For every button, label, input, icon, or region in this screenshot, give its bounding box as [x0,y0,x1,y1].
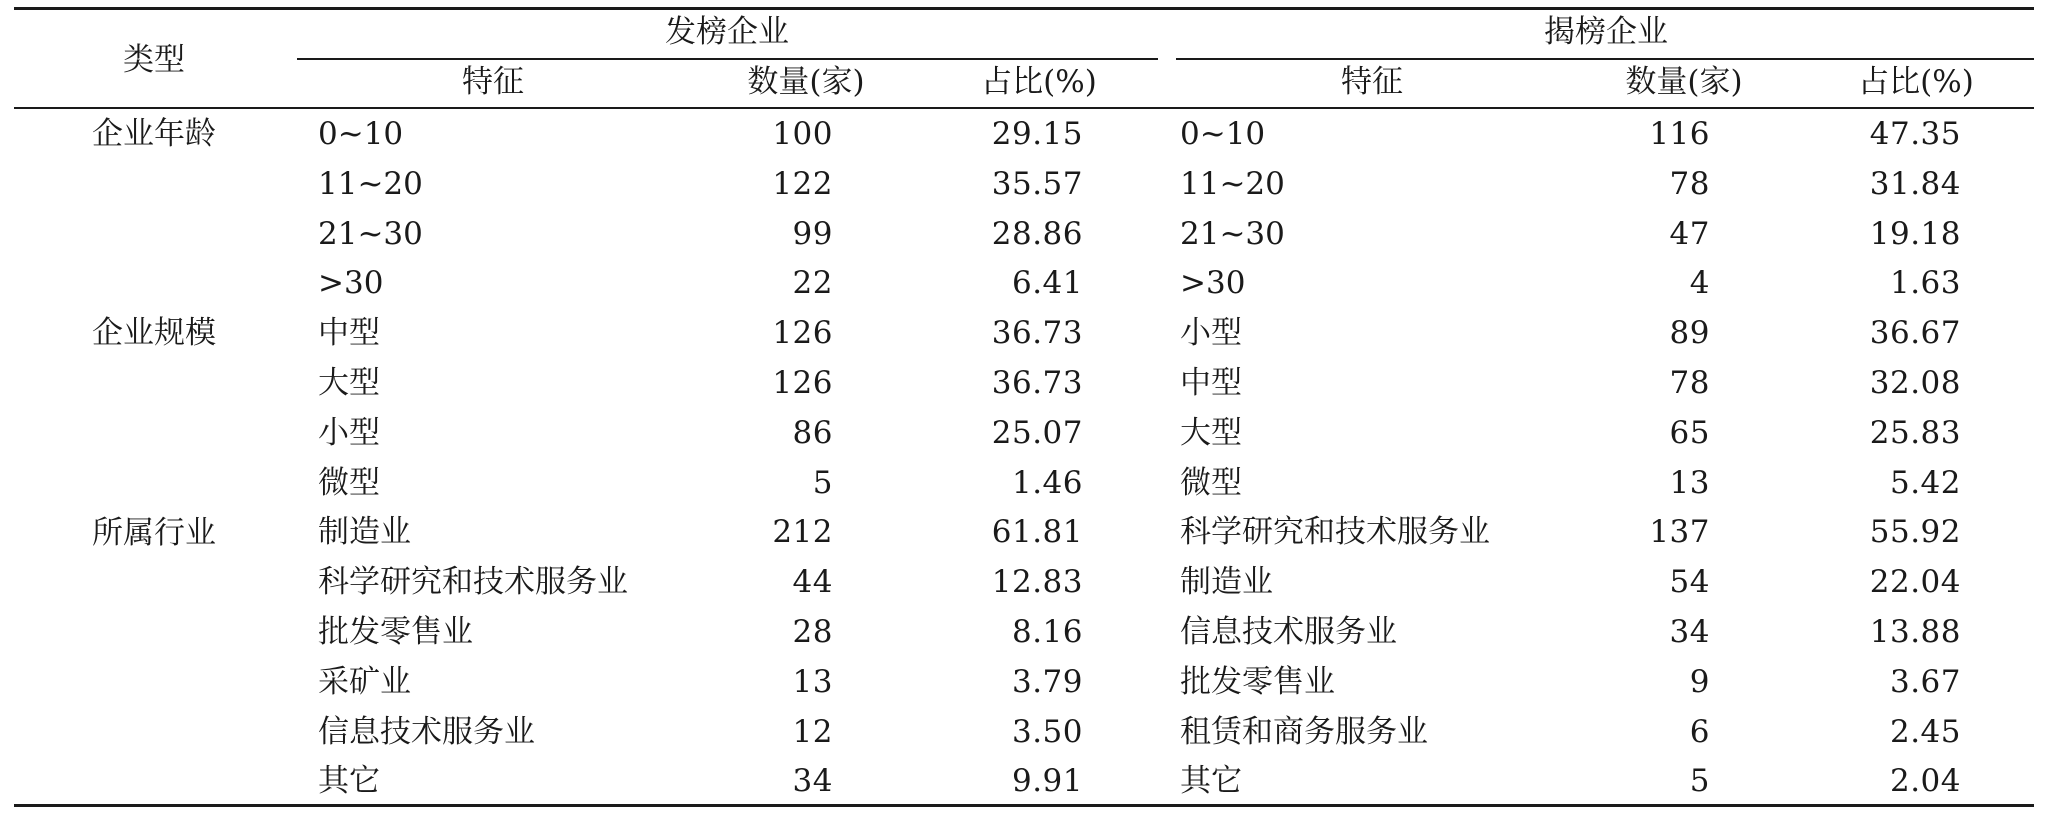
group-b-count-cell: 5 [1689,763,1710,799]
group-a-count-cell: 5 [812,465,833,501]
group-b-underline [1176,58,2034,60]
group-b-feature-cell: 信息技术服务业 [1180,614,1397,650]
group-b-share-cell: 47.35 [1869,116,1961,152]
type-header: 类型 [123,42,185,78]
header-bottom-rule [14,107,2034,109]
group-a-share-cell: 3.79 [1011,664,1083,700]
group-b-count-cell: 13 [1669,465,1710,501]
group-a-feature-cell: 制造业 [318,514,411,550]
group-b-share-cell: 36.67 [1869,315,1961,351]
group-b-feature-cell: 制造业 [1180,564,1273,600]
group-b-count-cell: 54 [1669,564,1710,600]
group-a-share-cell: 29.15 [991,116,1083,152]
group-a-count-cell: 28 [792,614,833,650]
group-b-count-cell: 47 [1669,216,1710,252]
group-a-feature-cell: 批发零售业 [318,614,473,650]
group-b-feature-cell: 11~20 [1180,166,1285,202]
group-a-count-header: 数量(家) [747,64,865,100]
group-b-feature-cell: >30 [1180,265,1246,301]
group-a-share-cell: 6.41 [1011,265,1083,301]
group-b-count-cell: 137 [1649,514,1710,550]
group-b-count-cell: 6 [1689,714,1710,750]
group-b-count-cell: 116 [1649,116,1710,152]
group-a-count-cell: 100 [772,116,833,152]
top-rule [14,7,2034,10]
group-a-share-header: 占比(%) [981,64,1097,100]
group-b-feature-cell: 0~10 [1180,116,1266,152]
group-b-title: 揭榜企业 [1544,14,1668,50]
group-b-feature-cell: 21~30 [1180,216,1285,252]
group-a-count-cell: 126 [772,315,833,351]
group-a-feature-cell: >30 [318,265,384,301]
group-a-share-cell: 12.83 [991,564,1083,600]
group-b-feature-header: 特征 [1341,64,1403,100]
group-b-share-cell: 3.67 [1889,664,1961,700]
group-b-count-cell: 89 [1669,315,1710,351]
group-a-feature-cell: 科学研究和技术服务业 [318,564,628,600]
group-b-share-cell: 19.18 [1869,216,1961,252]
group-a-feature-cell: 11~20 [318,166,423,202]
group-a-count-cell: 22 [792,265,833,301]
group-a-feature-cell: 中型 [318,315,380,351]
group-b-count-cell: 65 [1669,415,1710,451]
group-b-share-cell: 22.04 [1869,564,1961,600]
group-a-count-cell: 34 [792,763,833,799]
group-a-feature-cell: 微型 [318,465,380,501]
group-b-share-cell: 31.84 [1869,166,1961,202]
group-b-count-cell: 78 [1669,166,1710,202]
group-b-count-cell: 34 [1669,614,1710,650]
group-b-share-cell: 32.08 [1869,365,1961,401]
group-b-count-cell: 78 [1669,365,1710,401]
category-label-age: 企业年龄 [92,116,216,152]
group-b-feature-cell: 批发零售业 [1180,664,1335,700]
group-a-underline [297,58,1158,60]
group-b-count-header: 数量(家) [1625,64,1743,100]
group-b-feature-cell: 科学研究和技术服务业 [1180,514,1490,550]
group-a-count-cell: 12 [792,714,833,750]
group-a-feature-cell: 21~30 [318,216,423,252]
group-a-share-cell: 61.81 [991,514,1083,550]
group-b-share-header: 占比(%) [1858,64,1974,100]
group-a-feature-cell: 大型 [318,365,380,401]
group-b-feature-cell: 微型 [1180,465,1242,501]
group-a-count-cell: 44 [792,564,833,600]
group-a-feature-cell: 其它 [318,763,380,799]
group-a-share-cell: 25.07 [991,415,1083,451]
group-b-share-cell: 55.92 [1869,514,1961,550]
category-label-size: 企业规模 [92,315,216,351]
group-a-share-cell: 36.73 [991,315,1083,351]
group-b-count-cell: 9 [1689,664,1710,700]
group-b-share-cell: 2.04 [1889,763,1961,799]
group-b-feature-cell: 中型 [1180,365,1242,401]
group-a-share-cell: 28.86 [991,216,1083,252]
group-b-share-cell: 1.63 [1889,265,1961,301]
group-a-count-cell: 126 [772,365,833,401]
group-a-feature-cell: 信息技术服务业 [318,714,535,750]
group-b-share-cell: 13.88 [1869,614,1961,650]
group-a-count-cell: 99 [792,216,833,252]
group-a-count-cell: 122 [772,166,833,202]
bottom-rule [14,804,2034,807]
group-a-share-cell: 35.57 [991,166,1083,202]
group-a-count-cell: 13 [792,664,833,700]
group-b-feature-cell: 其它 [1180,763,1242,799]
group-a-title: 发榜企业 [665,14,789,50]
group-a-share-cell: 9.91 [1011,763,1083,799]
group-a-share-cell: 36.73 [991,365,1083,401]
group-b-feature-cell: 租赁和商务服务业 [1180,714,1428,750]
group-a-share-cell: 3.50 [1011,714,1083,750]
group-a-feature-header: 特征 [462,64,524,100]
group-a-feature-cell: 采矿业 [318,664,411,700]
group-a-share-cell: 8.16 [1011,614,1083,650]
group-a-feature-cell: 小型 [318,415,380,451]
group-a-count-cell: 86 [792,415,833,451]
group-b-feature-cell: 大型 [1180,415,1242,451]
category-label-industry: 所属行业 [92,515,216,551]
group-a-share-cell: 1.46 [1011,465,1083,501]
group-b-share-cell: 5.42 [1889,465,1961,501]
group-b-count-cell: 4 [1689,265,1710,301]
group-b-share-cell: 25.83 [1869,415,1961,451]
group-a-feature-cell: 0~10 [318,116,404,152]
group-b-feature-cell: 小型 [1180,315,1242,351]
group-a-count-cell: 212 [772,514,833,550]
group-b-share-cell: 2.45 [1889,714,1961,750]
